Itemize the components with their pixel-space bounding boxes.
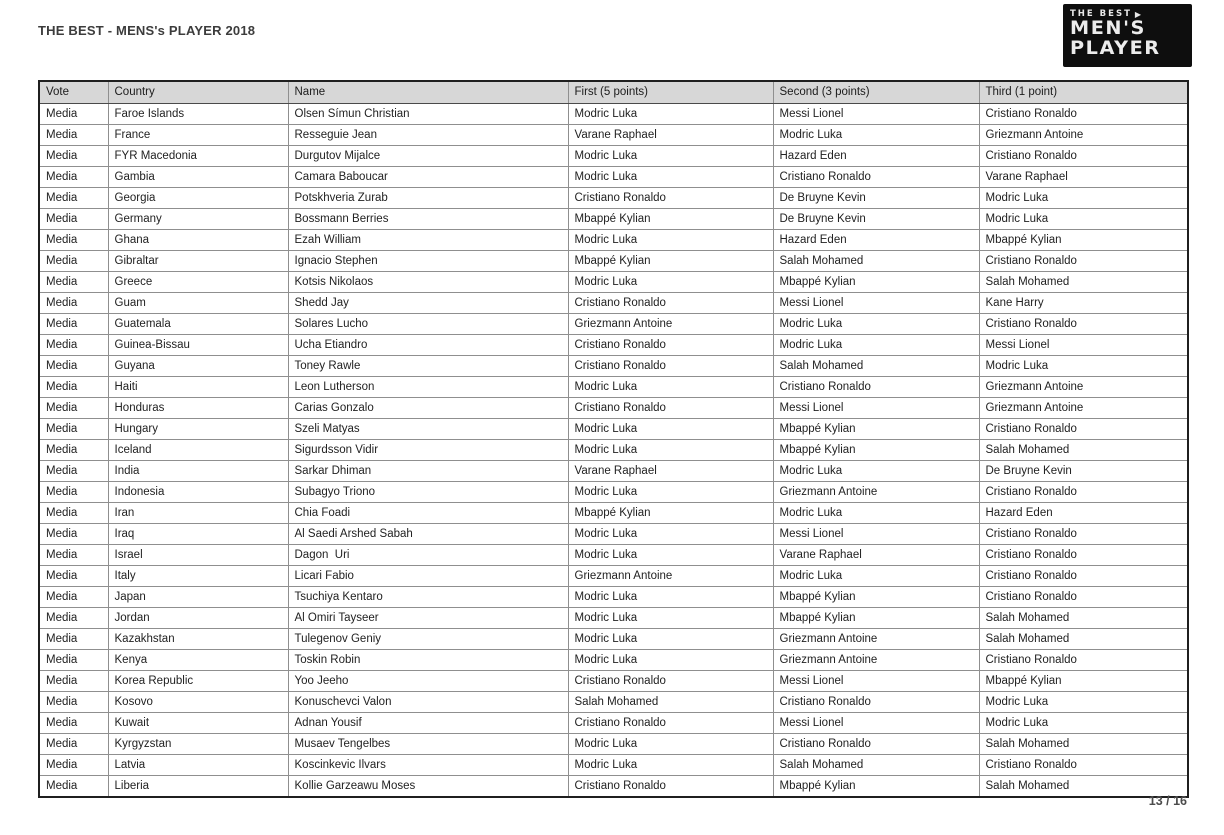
cell-name: Musaev Tengelbes	[288, 734, 568, 755]
cell-third: Salah Mohamed	[979, 608, 1188, 629]
cell-name: Durgutov Mijalce	[288, 146, 568, 167]
votes-table	[38, 80, 1189, 798]
page-number: 13 / 16	[1148, 794, 1187, 808]
table-row	[39, 587, 1188, 608]
cell-first: Modric Luka	[568, 482, 773, 503]
cell-name: Solares Lucho	[288, 314, 568, 335]
cell-name: Resseguie Jean	[288, 125, 568, 146]
cell-country: Liberia	[108, 776, 288, 798]
cell-name: Carias Gonzalo	[288, 398, 568, 419]
cell-second: Messi Lionel	[773, 713, 979, 734]
cell-vote: Media	[39, 650, 108, 671]
table-row	[39, 125, 1188, 146]
cell-first: Varane Raphael	[568, 461, 773, 482]
cell-country: Honduras	[108, 398, 288, 419]
cell-name: Toney Rawle	[288, 356, 568, 377]
cell-third: Cristiano Ronaldo	[979, 314, 1188, 335]
cell-first: Cristiano Ronaldo	[568, 188, 773, 209]
cell-vote: Media	[39, 671, 108, 692]
cell-country: Kosovo	[108, 692, 288, 713]
cell-country: Greece	[108, 272, 288, 293]
table-row	[39, 272, 1188, 293]
cell-third: Modric Luka	[979, 692, 1188, 713]
cell-first: Modric Luka	[568, 377, 773, 398]
table-row	[39, 461, 1188, 482]
cell-second: Salah Mohamed	[773, 755, 979, 776]
cell-first: Cristiano Ronaldo	[568, 713, 773, 734]
cell-first: Modric Luka	[568, 419, 773, 440]
column-header-0: Vote	[39, 81, 108, 104]
cell-second: Hazard Eden	[773, 146, 979, 167]
column-header-3: First (5 points)	[568, 81, 773, 104]
cell-name: Al Omiri Tayseer	[288, 608, 568, 629]
cell-vote: Media	[39, 629, 108, 650]
cell-vote: Media	[39, 188, 108, 209]
cell-second: Modric Luka	[773, 125, 979, 146]
cell-name: Potskhveria Zurab	[288, 188, 568, 209]
cell-third: Cristiano Ronaldo	[979, 251, 1188, 272]
cell-first: Modric Luka	[568, 440, 773, 461]
cell-vote: Media	[39, 692, 108, 713]
cell-country: Gibraltar	[108, 251, 288, 272]
cell-second: Cristiano Ronaldo	[773, 692, 979, 713]
cell-second: Mbappé Kylian	[773, 440, 979, 461]
cell-third: Mbappé Kylian	[979, 671, 1188, 692]
cell-country: India	[108, 461, 288, 482]
cell-name: Sarkar Dhiman	[288, 461, 568, 482]
cell-third: Cristiano Ronaldo	[979, 545, 1188, 566]
cell-name: Tulegenov Geniy	[288, 629, 568, 650]
cell-second: Modric Luka	[773, 503, 979, 524]
cell-third: Cristiano Ronaldo	[979, 650, 1188, 671]
cell-first: Griezmann Antoine	[568, 314, 773, 335]
cell-vote: Media	[39, 167, 108, 188]
cell-country: Korea Republic	[108, 671, 288, 692]
cell-second: De Bruyne Kevin	[773, 188, 979, 209]
cell-country: Ghana	[108, 230, 288, 251]
cell-second: Hazard Eden	[773, 230, 979, 251]
cell-first: Mbappé Kylian	[568, 503, 773, 524]
cell-country: Kuwait	[108, 713, 288, 734]
table-row	[39, 419, 1188, 440]
cell-first: Modric Luka	[568, 146, 773, 167]
cell-country: Haiti	[108, 377, 288, 398]
cell-second: Griezmann Antoine	[773, 629, 979, 650]
logo-the-best-text: THE BEST	[1070, 9, 1132, 19]
column-header-5: Third (1 point)	[979, 81, 1188, 104]
table-row	[39, 545, 1188, 566]
cell-country: Latvia	[108, 755, 288, 776]
cell-third: Hazard Eden	[979, 503, 1188, 524]
cell-second: Modric Luka	[773, 566, 979, 587]
cell-name: Dagon Uri	[288, 545, 568, 566]
cell-first: Modric Luka	[568, 545, 773, 566]
cell-second: Messi Lionel	[773, 293, 979, 314]
cell-third: Salah Mohamed	[979, 776, 1188, 798]
cell-first: Griezmann Antoine	[568, 566, 773, 587]
cell-third: Mbappé Kylian	[979, 230, 1188, 251]
cell-third: Cristiano Ronaldo	[979, 482, 1188, 503]
cell-third: Kane Harry	[979, 293, 1188, 314]
table-row	[39, 713, 1188, 734]
cell-country: Faroe Islands	[108, 104, 288, 125]
table-row	[39, 230, 1188, 251]
trophy-icon: ▶	[1134, 9, 1142, 19]
table-row	[39, 167, 1188, 188]
cell-vote: Media	[39, 146, 108, 167]
cell-country: Georgia	[108, 188, 288, 209]
cell-second: Modric Luka	[773, 461, 979, 482]
cell-first: Modric Luka	[568, 167, 773, 188]
cell-country: FYR Macedonia	[108, 146, 288, 167]
cell-country: Guatemala	[108, 314, 288, 335]
cell-vote: Media	[39, 125, 108, 146]
cell-second: De Bruyne Kevin	[773, 209, 979, 230]
cell-third: Cristiano Ronaldo	[979, 566, 1188, 587]
cell-second: Messi Lionel	[773, 671, 979, 692]
table-row	[39, 377, 1188, 398]
cell-first: Modric Luka	[568, 608, 773, 629]
cell-name: Koscinkevic Ilvars	[288, 755, 568, 776]
cell-name: Adnan Yousif	[288, 713, 568, 734]
cell-country: France	[108, 125, 288, 146]
cell-third: Cristiano Ronaldo	[979, 146, 1188, 167]
table-row	[39, 482, 1188, 503]
cell-first: Modric Luka	[568, 734, 773, 755]
cell-first: Modric Luka	[568, 650, 773, 671]
cell-third: Cristiano Ronaldo	[979, 104, 1188, 125]
cell-second: Modric Luka	[773, 335, 979, 356]
table-row	[39, 692, 1188, 713]
cell-country: Gambia	[108, 167, 288, 188]
cell-second: Cristiano Ronaldo	[773, 377, 979, 398]
cell-third: Cristiano Ronaldo	[979, 587, 1188, 608]
cell-third: Salah Mohamed	[979, 629, 1188, 650]
cell-second: Salah Mohamed	[773, 356, 979, 377]
table-row	[39, 650, 1188, 671]
cell-third: De Bruyne Kevin	[979, 461, 1188, 482]
cell-first: Modric Luka	[568, 272, 773, 293]
cell-name: Kotsis Nikolaos	[288, 272, 568, 293]
cell-name: Kollie Garzeawu Moses	[288, 776, 568, 798]
cell-vote: Media	[39, 566, 108, 587]
column-header-2: Name	[288, 81, 568, 104]
cell-vote: Media	[39, 587, 108, 608]
cell-vote: Media	[39, 104, 108, 125]
cell-second: Varane Raphael	[773, 545, 979, 566]
table-row	[39, 293, 1188, 314]
column-header-1: Country	[108, 81, 288, 104]
cell-third: Salah Mohamed	[979, 440, 1188, 461]
cell-country: Hungary	[108, 419, 288, 440]
cell-third: Modric Luka	[979, 188, 1188, 209]
cell-name: Licari Fabio	[288, 566, 568, 587]
cell-second: Messi Lionel	[773, 398, 979, 419]
cell-country: Guam	[108, 293, 288, 314]
cell-name: Ignacio Stephen	[288, 251, 568, 272]
cell-third: Griezmann Antoine	[979, 125, 1188, 146]
cell-second: Modric Luka	[773, 314, 979, 335]
cell-vote: Media	[39, 209, 108, 230]
cell-vote: Media	[39, 545, 108, 566]
cell-name: Yoo Jeeho	[288, 671, 568, 692]
cell-vote: Media	[39, 377, 108, 398]
column-header-4: Second (3 points)	[773, 81, 979, 104]
cell-second: Messi Lionel	[773, 104, 979, 125]
cell-country: Kyrgyzstan	[108, 734, 288, 755]
cell-third: Salah Mohamed	[979, 734, 1188, 755]
cell-vote: Media	[39, 356, 108, 377]
cell-country: Iran	[108, 503, 288, 524]
cell-country: Kenya	[108, 650, 288, 671]
table-row	[39, 566, 1188, 587]
cell-vote: Media	[39, 734, 108, 755]
cell-second: Mbappé Kylian	[773, 272, 979, 293]
cell-vote: Media	[39, 335, 108, 356]
table-row	[39, 776, 1188, 798]
cell-second: Cristiano Ronaldo	[773, 167, 979, 188]
cell-first: Mbappé Kylian	[568, 209, 773, 230]
votes-table-body	[39, 104, 1188, 798]
cell-vote: Media	[39, 419, 108, 440]
cell-first: Salah Mohamed	[568, 692, 773, 713]
cell-vote: Media	[39, 251, 108, 272]
cell-vote: Media	[39, 293, 108, 314]
table-row	[39, 440, 1188, 461]
table-row	[39, 104, 1188, 125]
cell-third: Messi Lionel	[979, 335, 1188, 356]
cell-vote: Media	[39, 440, 108, 461]
cell-third: Salah Mohamed	[979, 272, 1188, 293]
table-row	[39, 251, 1188, 272]
cell-country: Indonesia	[108, 482, 288, 503]
cell-name: Toskin Robin	[288, 650, 568, 671]
table-row	[39, 398, 1188, 419]
cell-vote: Media	[39, 524, 108, 545]
cell-country: Israel	[108, 545, 288, 566]
cell-first: Cristiano Ronaldo	[568, 776, 773, 798]
cell-first: Mbappé Kylian	[568, 251, 773, 272]
cell-name: Al Saedi Arshed Sabah	[288, 524, 568, 545]
cell-country: Iraq	[108, 524, 288, 545]
cell-first: Modric Luka	[568, 104, 773, 125]
cell-first: Modric Luka	[568, 755, 773, 776]
cell-first: Modric Luka	[568, 230, 773, 251]
table-row	[39, 314, 1188, 335]
cell-third: Cristiano Ronaldo	[979, 524, 1188, 545]
cell-first: Cristiano Ronaldo	[568, 335, 773, 356]
cell-name: Leon Lutherson	[288, 377, 568, 398]
table-row	[39, 209, 1188, 230]
cell-name: Tsuchiya Kentaro	[288, 587, 568, 608]
cell-first: Cristiano Ronaldo	[568, 293, 773, 314]
cell-first: Modric Luka	[568, 524, 773, 545]
cell-second: Cristiano Ronaldo	[773, 734, 979, 755]
logo-mens-text: MEN'S	[1070, 18, 1146, 39]
cell-third: Modric Luka	[979, 356, 1188, 377]
cell-name: Camara Baboucar	[288, 167, 568, 188]
table-row	[39, 503, 1188, 524]
cell-vote: Media	[39, 776, 108, 798]
cell-first: Varane Raphael	[568, 125, 773, 146]
cell-name: Chia Foadi	[288, 503, 568, 524]
table-row	[39, 188, 1188, 209]
cell-third: Griezmann Antoine	[979, 377, 1188, 398]
cell-vote: Media	[39, 755, 108, 776]
cell-second: Griezmann Antoine	[773, 482, 979, 503]
cell-first: Modric Luka	[568, 629, 773, 650]
cell-name: Sigurdsson Vidir	[288, 440, 568, 461]
table-row	[39, 356, 1188, 377]
table-row	[39, 335, 1188, 356]
cell-name: Konuschevci Valon	[288, 692, 568, 713]
cell-name: Shedd Jay	[288, 293, 568, 314]
document-title: THE BEST - MENS's PLAYER 2018	[38, 23, 256, 38]
cell-country: Guyana	[108, 356, 288, 377]
cell-country: Jordan	[108, 608, 288, 629]
cell-vote: Media	[39, 713, 108, 734]
cell-country: Italy	[108, 566, 288, 587]
cell-name: Ucha Etiandro	[288, 335, 568, 356]
cell-country: Iceland	[108, 440, 288, 461]
table-row	[39, 629, 1188, 650]
cell-vote: Media	[39, 461, 108, 482]
cell-name: Olsen Símun Christian	[288, 104, 568, 125]
cell-second: Mbappé Kylian	[773, 419, 979, 440]
cell-first: Modric Luka	[568, 587, 773, 608]
cell-vote: Media	[39, 503, 108, 524]
cell-country: Japan	[108, 587, 288, 608]
cell-vote: Media	[39, 272, 108, 293]
cell-second: Mbappé Kylian	[773, 776, 979, 798]
table-header-row	[39, 81, 1188, 104]
table-row	[39, 524, 1188, 545]
cell-third: Cristiano Ronaldo	[979, 755, 1188, 776]
cell-vote: Media	[39, 608, 108, 629]
cell-first: Cristiano Ronaldo	[568, 398, 773, 419]
table-row	[39, 734, 1188, 755]
cell-third: Varane Raphael	[979, 167, 1188, 188]
cell-third: Modric Luka	[979, 713, 1188, 734]
cell-country: Germany	[108, 209, 288, 230]
cell-vote: Media	[39, 314, 108, 335]
cell-country: Guinea-Bissau	[108, 335, 288, 356]
cell-name: Szeli Matyas	[288, 419, 568, 440]
best-mens-player-logo	[1063, 4, 1192, 67]
table-row	[39, 755, 1188, 776]
table-row	[39, 608, 1188, 629]
cell-vote: Media	[39, 482, 108, 503]
cell-second: Griezmann Antoine	[773, 650, 979, 671]
cell-first: Cristiano Ronaldo	[568, 671, 773, 692]
cell-third: Modric Luka	[979, 209, 1188, 230]
cell-first: Cristiano Ronaldo	[568, 356, 773, 377]
cell-second: Messi Lionel	[773, 524, 979, 545]
cell-name: Ezah William	[288, 230, 568, 251]
cell-third: Cristiano Ronaldo	[979, 419, 1188, 440]
cell-second: Salah Mohamed	[773, 251, 979, 272]
table-row	[39, 146, 1188, 167]
cell-third: Griezmann Antoine	[979, 398, 1188, 419]
cell-name: Subagyo Triono	[288, 482, 568, 503]
cell-second: Mbappé Kylian	[773, 587, 979, 608]
cell-vote: Media	[39, 398, 108, 419]
cell-name: Bossmann Berries	[288, 209, 568, 230]
table-row	[39, 671, 1188, 692]
logo-player-text: PLAYER	[1070, 37, 1161, 59]
cell-country: Kazakhstan	[108, 629, 288, 650]
cell-vote: Media	[39, 230, 108, 251]
cell-second: Mbappé Kylian	[773, 608, 979, 629]
